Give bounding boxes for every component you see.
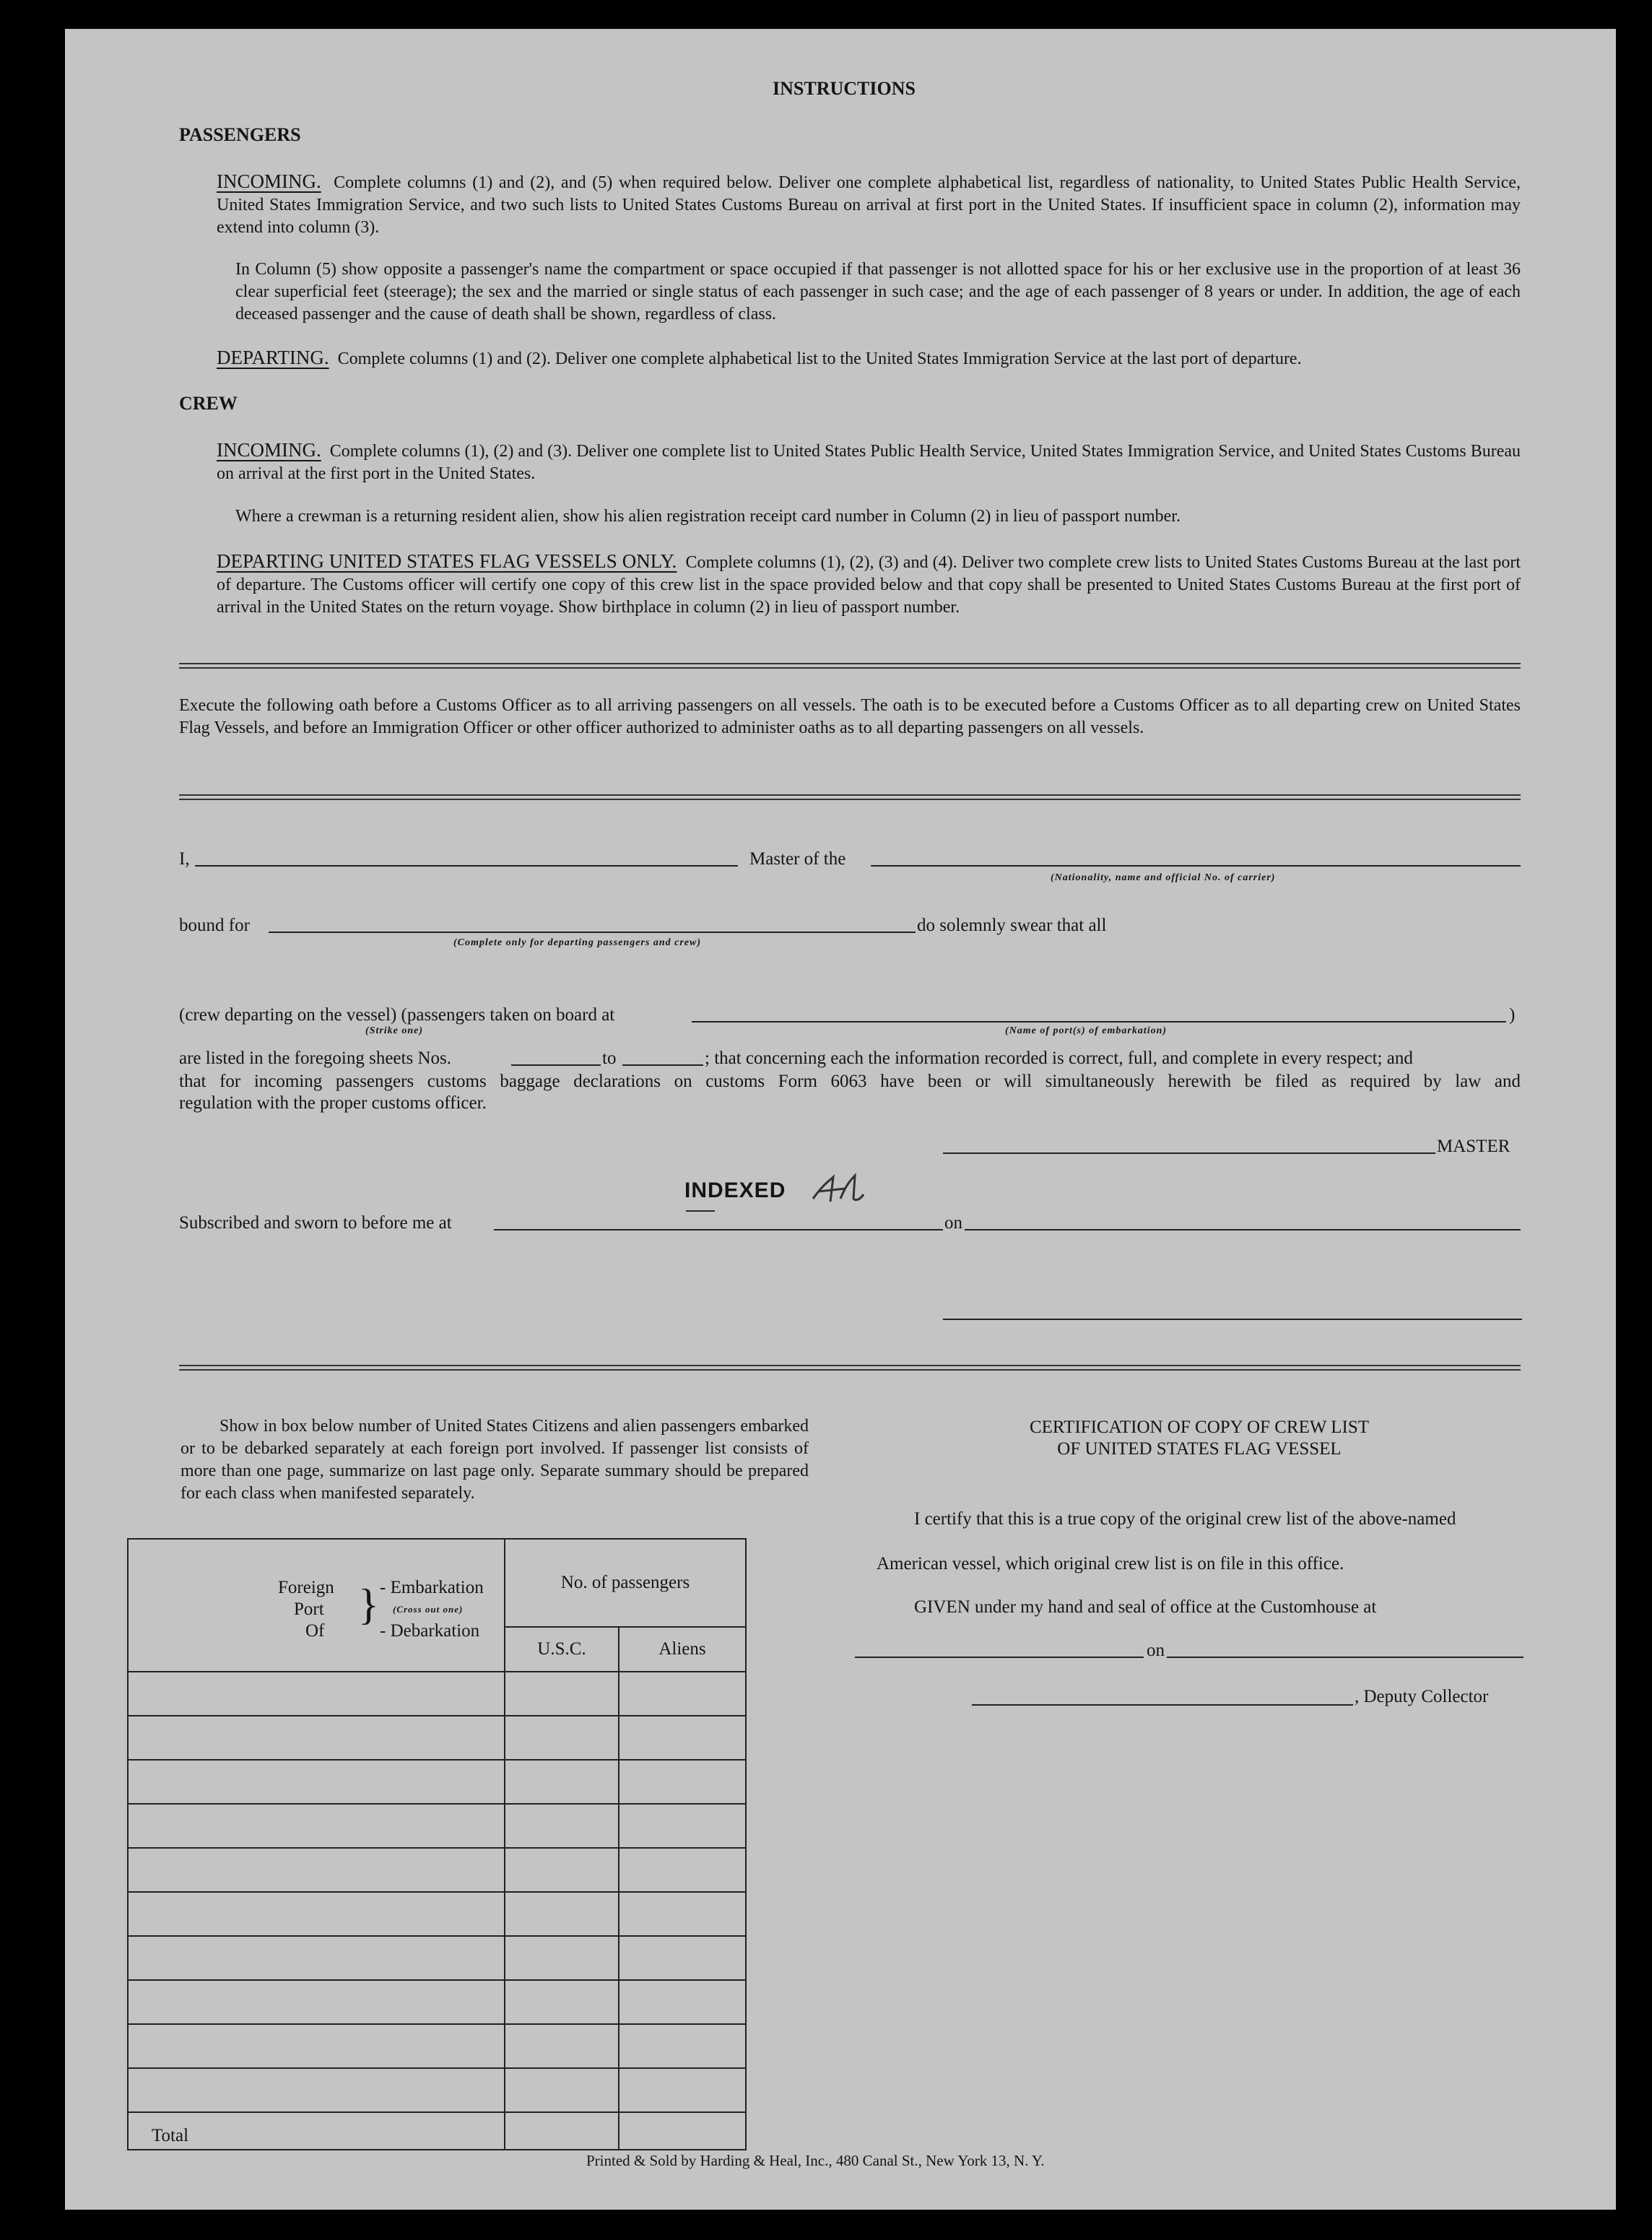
aliens-cell[interactable] bbox=[619, 2024, 746, 2068]
given-text: GIVEN under my hand and seal of office at the Customhouse at bbox=[914, 1597, 1377, 1617]
bound-for-blank[interactable] bbox=[269, 932, 916, 933]
handwritten-initials-icon bbox=[809, 1170, 866, 1210]
crew-incoming-label: INCOMING. bbox=[217, 439, 321, 461]
certification-title-line2: OF UNITED STATES FLAG VESSEL bbox=[1057, 1439, 1342, 1459]
passengers-departing-block bbox=[217, 347, 1521, 370]
sheet-from-blank[interactable] bbox=[511, 1064, 601, 1066]
divider bbox=[179, 1365, 1521, 1371]
table-row bbox=[128, 1980, 746, 2024]
oath-execute-text: Execute the following oath before a Customs Officer as to all arriving passengers on all vessels. The oath is to be executed before a Customs Officer as to all departing crew on United States Flag Vessels, and before an Immigration Officer or other officer authorized to administer oaths as to all departing passengers on all vessels. bbox=[179, 696, 1521, 737]
crew-departing-text: Complete columns (1), (2), (3) and (4). Deliver two complete crew lists to United States Customs Bureau at the last port of departure. The Customs officer will certify one copy of this crew list in the space provided below and that copy shall be presented to United States Customs Bureau at the first port of arrival in the United States on the return voyage. Show birthplace in column (2) in lieu of passport number. bbox=[217, 553, 1521, 617]
listed-line2: that for incoming passengers customs baggage declarations on customs Form 6063 have been or will simultaneously herewith be filed as required by law and bbox=[179, 1072, 1521, 1091]
oath-i-label: I, bbox=[179, 849, 190, 869]
table-row bbox=[128, 1716, 746, 1760]
crew-incoming-text: Complete columns (1), (2) and (3). Deliver one complete list to United States Public Health Service, United States Immigration Service, and United States Customs Bureau on arrival at the first port in the United States. bbox=[217, 442, 1521, 483]
embarkation-label: - Embarkation bbox=[380, 1578, 484, 1597]
crew-heading: CREW bbox=[179, 393, 238, 414]
foreign-port-header bbox=[128, 1539, 505, 1672]
deputy-signature-blank[interactable] bbox=[972, 1704, 1353, 1706]
nationality-caption: (Nationality, name and official No. of carrier) bbox=[1051, 872, 1276, 883]
port-label: Port bbox=[294, 1599, 324, 1619]
deputy-collector-label: , Deputy Collector bbox=[1355, 1687, 1489, 1706]
sworn-at-blank[interactable] bbox=[494, 1229, 943, 1230]
swear-text: do solemnly swear that all bbox=[917, 916, 1107, 935]
master-signature-blank[interactable] bbox=[943, 1152, 1435, 1154]
port-cell[interactable] bbox=[128, 1936, 505, 1980]
passengers-departing-text: Complete columns (1) and (2). Deliver one complete alphabetical list to the United States Immigration Service at the last port of departure. bbox=[337, 350, 1302, 368]
subscribed-label: Subscribed and sworn to before me at bbox=[179, 1213, 452, 1233]
table-row bbox=[128, 1804, 746, 1848]
crew-departing-strike: (crew departing on the vessel) (passengers taken on board at bbox=[179, 1005, 615, 1025]
aliens-cell[interactable] bbox=[619, 2068, 746, 2112]
bound-for-label: bound for bbox=[179, 916, 250, 935]
table-row bbox=[128, 1672, 746, 1716]
indexed-stamp: INDEXED bbox=[684, 1178, 786, 1202]
passenger-summary-table bbox=[127, 1538, 747, 2150]
certification-title bbox=[877, 1417, 1522, 1460]
table-row bbox=[128, 2024, 746, 2068]
crew-returning-text: Where a crewman is a returning resident alien, show his alien registration receipt card number in Column (2) in lieu of passport number. bbox=[235, 507, 1181, 526]
to-word: to bbox=[602, 1049, 617, 1068]
table-row bbox=[128, 1892, 746, 1936]
master-label: MASTER bbox=[1437, 1137, 1510, 1156]
officer-signature-blank[interactable] bbox=[943, 1319, 1522, 1320]
sworn-on-blank[interactable] bbox=[965, 1229, 1521, 1230]
oath-master-of: Master of the bbox=[749, 849, 846, 869]
aliens-cell[interactable] bbox=[619, 1672, 746, 1716]
port-cell[interactable] bbox=[128, 1760, 505, 1804]
american-text: American vessel, which original crew list is on file in this office. bbox=[877, 1554, 1344, 1573]
port-cell[interactable] bbox=[128, 1716, 505, 1760]
debarkation-label: - Debarkation bbox=[380, 1621, 480, 1641]
summary-instruction: Show in box below number of United States Citizens and alien passengers embarked or to be debarked separately at each foreign port involved. If passenger list consists of more than one page, summarize on last page only. Separate summary should be prepared for each class when manifested separately. bbox=[181, 1417, 809, 1503]
aliens-cell[interactable] bbox=[619, 1892, 746, 1936]
table-row bbox=[128, 1848, 746, 1892]
port-cell[interactable] bbox=[128, 1672, 505, 1716]
usc-cell[interactable] bbox=[505, 1892, 619, 1936]
close-paren: ) bbox=[1509, 1005, 1516, 1025]
certify-text: I certify that this is a true copy of the original crew list of the above-named bbox=[914, 1509, 1456, 1529]
stamp-underline bbox=[686, 1210, 715, 1212]
usc-total-cell[interactable] bbox=[505, 2112, 619, 2150]
total-row bbox=[128, 2112, 746, 2150]
ports-caption: (Name of port(s) of embarkation) bbox=[1005, 1025, 1168, 1036]
cert-date-blank[interactable] bbox=[1167, 1657, 1523, 1658]
port-cell[interactable] bbox=[128, 1980, 505, 2024]
usc-cell[interactable] bbox=[505, 1936, 619, 1980]
aliens-cell[interactable] bbox=[619, 1848, 746, 1892]
carrier-blank[interactable] bbox=[871, 865, 1521, 867]
passengers-incoming-label: INCOMING. bbox=[217, 170, 321, 192]
instructions-title: INSTRUCTIONS bbox=[773, 78, 916, 99]
listed-rest: ; that concerning each the information recorded is correct, full, and complete in every respect; and bbox=[705, 1049, 1413, 1068]
usc-cell[interactable] bbox=[505, 2024, 619, 2068]
aliens-total-cell[interactable] bbox=[619, 2112, 746, 2150]
crew-incoming-block bbox=[217, 439, 1521, 485]
usc-cell[interactable] bbox=[505, 1672, 619, 1716]
no-of-passengers-header: No. of passengers bbox=[505, 1539, 746, 1627]
port-cell[interactable] bbox=[128, 2068, 505, 2112]
aliens-header: Aliens bbox=[619, 1627, 746, 1672]
brace-icon: } bbox=[358, 1581, 379, 1628]
usc-cell[interactable] bbox=[505, 1716, 619, 1760]
passengers-heading: PASSENGERS bbox=[179, 124, 301, 145]
aliens-cell[interactable] bbox=[619, 1936, 746, 1980]
aliens-cell[interactable] bbox=[619, 1804, 746, 1848]
usc-cell[interactable] bbox=[505, 1760, 619, 1804]
foreign-label: Foreign bbox=[278, 1578, 334, 1597]
table-row bbox=[128, 1760, 746, 1804]
passengers-incoming-text: Complete columns (1) and (2), and (5) when required below. Deliver one complete alphabetical list, regardless of nationality, to United States Public Health Service, United States Immigration Service, and two such lists to United States Customs Bureau on arrival at first port in the United States. If insufficient space in column (2), information may extend into column (3). bbox=[217, 173, 1521, 237]
of-label: Of bbox=[305, 1621, 325, 1641]
passengers-incoming-block bbox=[217, 170, 1521, 239]
printer-footer: Printed & Sold by Harding & Heal, Inc., 480 Canal St., New York 13, N. Y. bbox=[586, 2152, 1045, 2169]
port-cell[interactable] bbox=[128, 1892, 505, 1936]
master-name-blank[interactable] bbox=[195, 865, 738, 867]
usc-cell[interactable] bbox=[505, 1848, 619, 1892]
strike-caption: (Strike one) bbox=[365, 1025, 424, 1036]
divider bbox=[179, 663, 1521, 669]
port-cell[interactable] bbox=[128, 2024, 505, 2068]
aliens-cell[interactable] bbox=[619, 1760, 746, 1804]
sheet-to-blank[interactable] bbox=[622, 1064, 703, 1066]
aliens-cell[interactable] bbox=[619, 1716, 746, 1760]
listed-line3: regulation with the proper customs officer. bbox=[179, 1093, 487, 1113]
customhouse-blank[interactable] bbox=[855, 1657, 1144, 1658]
divider bbox=[179, 794, 1521, 800]
port-cell[interactable] bbox=[128, 1804, 505, 1848]
usc-cell[interactable] bbox=[505, 1804, 619, 1848]
ports-blank[interactable] bbox=[692, 1021, 1506, 1023]
sworn-on-word: on bbox=[944, 1213, 962, 1233]
crew-departing-block bbox=[217, 550, 1521, 619]
cert-on-word: on bbox=[1147, 1641, 1165, 1660]
port-cell[interactable] bbox=[128, 1848, 505, 1892]
usc-cell[interactable] bbox=[505, 2068, 619, 2112]
aliens-cell[interactable] bbox=[619, 1980, 746, 2024]
crew-departing-label: DEPARTING UNITED STATES FLAG VESSELS ONLY. bbox=[217, 550, 677, 572]
passengers-column5-text: In Column (5) show opposite a passenger's name the compartment or space occupied if that passenger is not allotted space for his or her exclusive use in the proportion of at least 36 clear superficial feet (steerage); the sex and the married or single status of each passenger in such case; and the age of each passenger of 8 years or under. In addition, the age of each deceased passenger and the cause of death shall be shown, regardless of class. bbox=[235, 260, 1521, 324]
cross-out-label: (Cross out one) bbox=[393, 1604, 464, 1615]
usc-cell[interactable] bbox=[505, 1980, 619, 2024]
departing-caption: (Complete only for departing passengers and crew) bbox=[453, 937, 701, 948]
listed-prefix: are listed in the foregoing sheets Nos. bbox=[179, 1049, 451, 1068]
total-label: Total bbox=[128, 2112, 505, 2150]
table-row bbox=[128, 2068, 746, 2112]
certification-title-line1: CERTIFICATION OF COPY OF CREW LIST bbox=[1029, 1418, 1370, 1437]
usc-header: U.S.C. bbox=[505, 1627, 619, 1672]
table-row bbox=[128, 1936, 746, 1980]
passengers-departing-label: DEPARTING. bbox=[217, 347, 329, 368]
